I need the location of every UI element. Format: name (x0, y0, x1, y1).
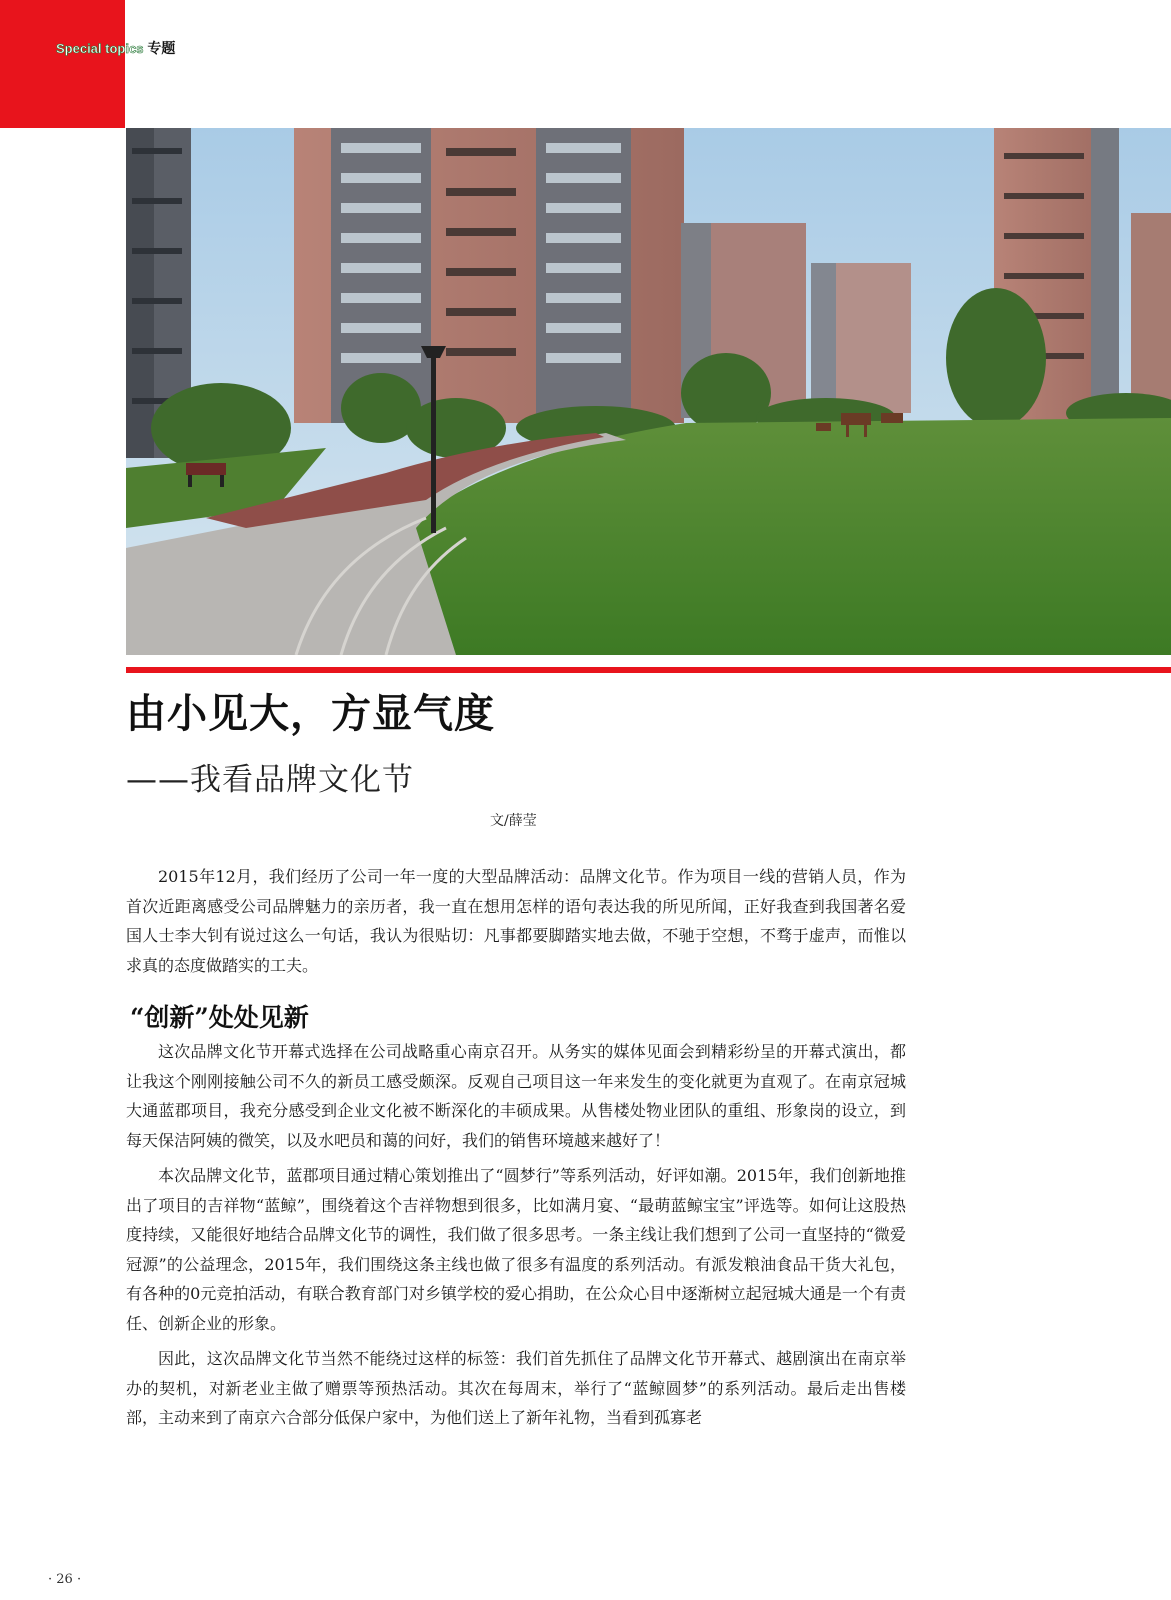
article-subtitle: ——我看品牌文化节 (126, 762, 414, 798)
article-byline: 文/薛莹 (490, 813, 537, 829)
section-tag-chinese: 专题 (147, 41, 176, 57)
title-divider-rule (126, 667, 1171, 673)
section-heading: “创新”处处见新 (130, 1003, 309, 1032)
paragraph: 因此，这次品牌文化节当然不能绕过这样的标签：我们首先抓住了品牌文化节开幕式、越剧演出在南京举办的契机，对新老业主做了赠票等预热活动。其次在每周末，举行了“蓝鲸圆梦”的系列活动。最后走出售楼部，主动来到了南京六合部分低保户家中，为他们送上了新年礼物，当看到孤寡老 (126, 1349, 906, 1427)
paragraph: 本次品牌文化节，蓝郡项目通过精心策划推出了“圆梦行”等系列活动，好评如潮。2015年，我们创新地推出了项目的吉祥物“蓝鲸”，围绕着这个吉祥物想到很多，比如满月宴、“最萌蓝鲸宝宝”评选等。如何让这股热度持续，又能很好地结合品牌文化节的调性，我们做了很多思考。一条主线让我们想到了公司一直坚持的“微爱冠源”的公益理念，2015年，我们围绕这条主线也做了很多有温度的系列活动。有派发粮油食品干货大礼包，有各种的0元竞拍活动，有联合教育部门对乡镇学校的爱心捐助，在公众心目中逐渐树立起冠城大通是一个有责任、创新企业的形象。 (126, 1166, 906, 1333)
page-number: · 26 · (48, 1572, 82, 1587)
section-tag (56, 38, 175, 58)
residential-garden-photo (126, 128, 1171, 655)
paragraph: 2015年12月，我们经历了公司一年一度的大型品牌活动：品牌文化节。作为项目一线的营销人员，作为首次近距离感受公司品牌魅力的亲历者，我一直在想用怎样的语句表达我的所见所闻，正好我查到我国著名爱国人士李大钊有说过这么一句话，我认为很贴切：凡事都要脚踏实地去做，不驰于空想，不骛于虚声，而惟以求真的态度做踏实的工夫。 (126, 867, 906, 975)
red-corner-block (0, 0, 125, 128)
article-title: 由小见大，方显气度 (126, 690, 495, 737)
intro-paragraph-block (126, 862, 906, 980)
body-paragraph-block (126, 1037, 906, 1433)
paragraph: 这次品牌文化节开幕式选择在公司战略重心南京召开。从务实的媒体见面会到精彩纷呈的开幕式演出，都让我这个刚刚接触公司不久的新员工感受颇深。反观自己项目这一年来发生的变化就更为直观了。在南京冠城大通蓝郡项目，我充分感受到企业文化被不断深化的丰硕成果。从售楼处物业团队的重组、形象岗的设立，到每天保洁阿姨的微笑，以及水吧员和蔼的问好，我们的销售环境越来越好了！ (126, 1042, 906, 1150)
section-tag-english: Special topics (56, 40, 144, 56)
